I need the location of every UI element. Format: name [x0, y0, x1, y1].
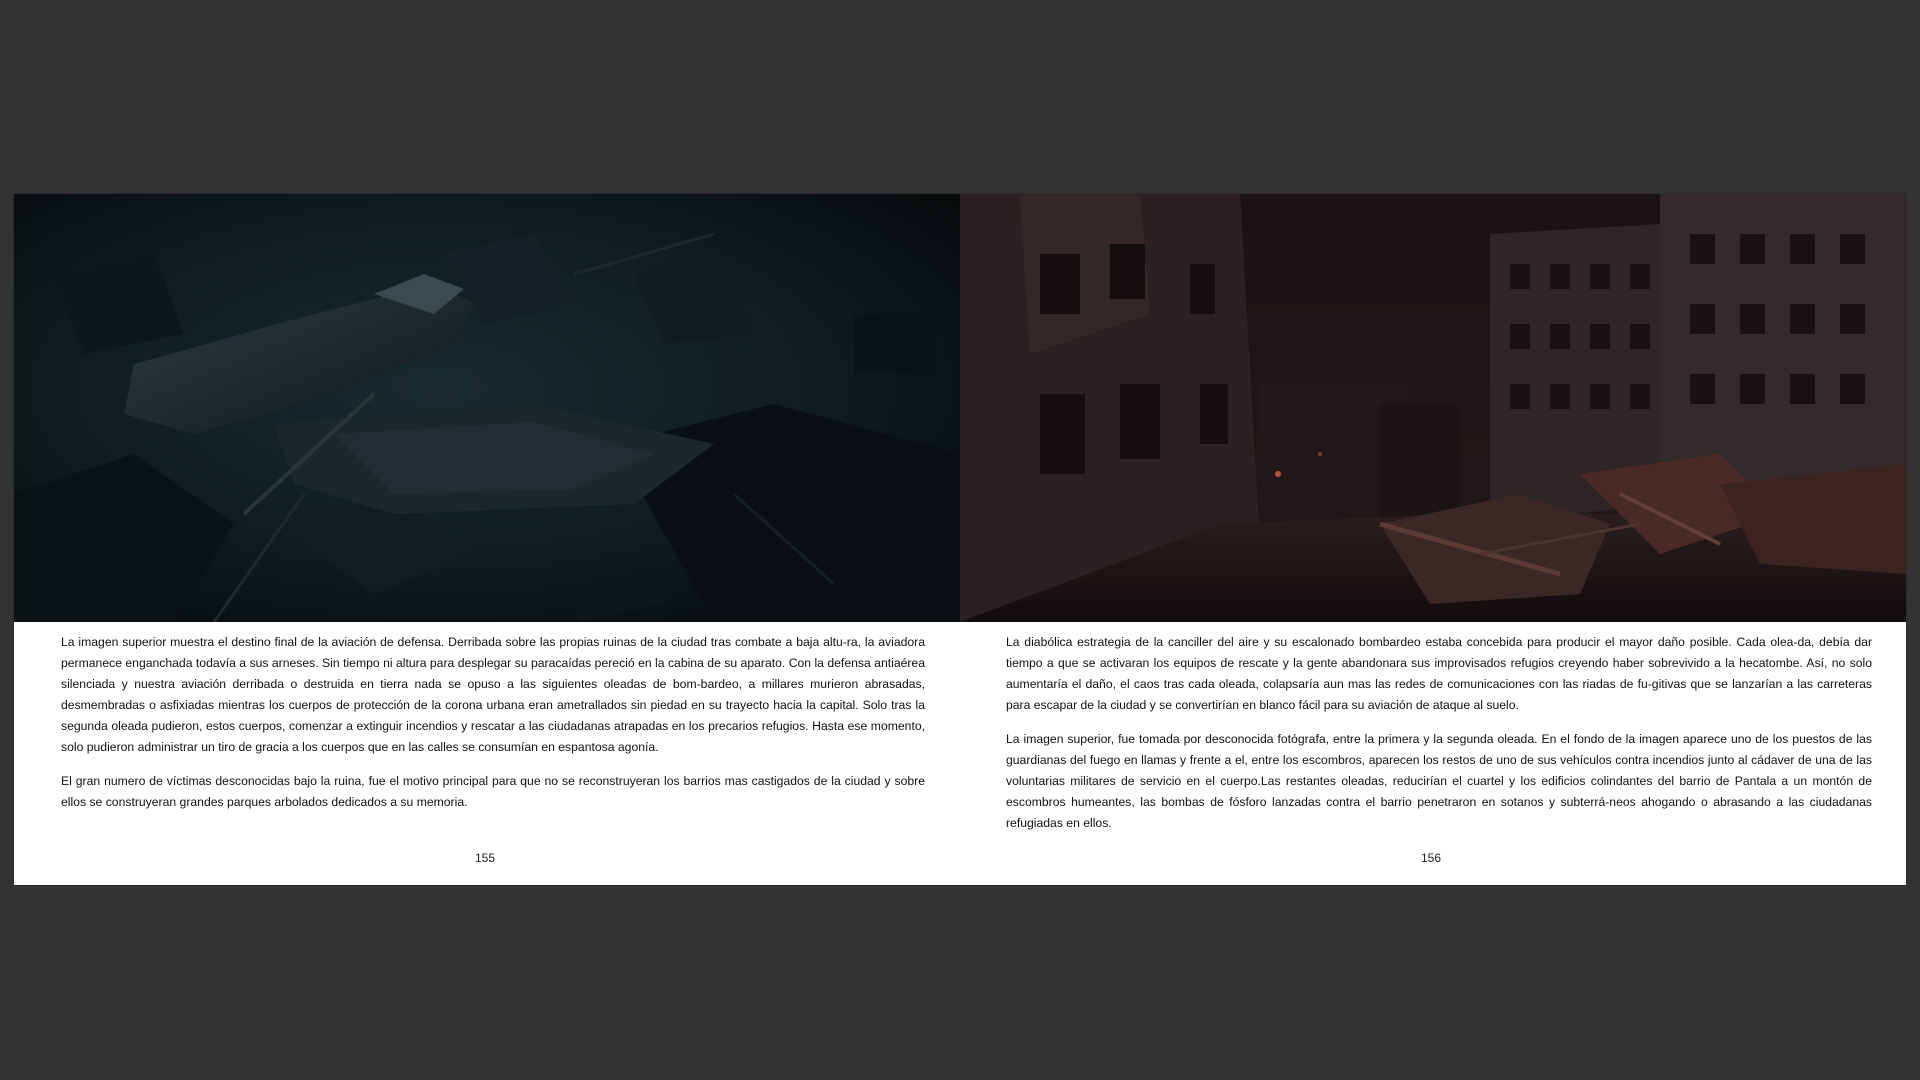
- crashed-aircraft-photo: [14, 194, 960, 622]
- page-text: [1006, 632, 1872, 847]
- crashed-aircraft-image: [14, 194, 960, 622]
- ruined-street-image: [960, 194, 1906, 622]
- page-right: [960, 194, 1906, 885]
- paragraph: La diabólica estrategia de la canciller del aire y su escalonado bombardeo estaba concebida para producir el mayor daño posible. Cada olea-da, debía dar tiempo a que se activaran los equipos de rescate y la gente abandonara sus improvisados refugios creyendo haber sobrevivido a la hecatombe. Así, no solo aumentaría el daño, el caos tras cada oleada, colapsaría aun mas las redes de comunicaciones con las riadas de fu-gitivas que se lanzarían a las carreteras para escapar de la ciudad y se convertirían en blanco fácil para su aviación de ataque al suelo.: [1006, 635, 1872, 712]
- page-number: 155: [474, 851, 496, 865]
- page-number: 156: [1420, 851, 1442, 865]
- paragraph: La imagen superior muestra el destino final de la aviación de defensa. Derribada sobre las propias ruinas de la ciudad tras combate a baja altu-ra, la aviadora permanece enganchada todavía a sus arneses. Sin tiempo ni altura para desplegar su paracaídas pereció en la cabina de su aparato. Con la defensa antiaérea silenciada y nuestra aviación derribada o destruida en tierra nada se opuso a las siguientes oleadas de bom-bardeo, a millares murieron abrasadas, desmembradas o asfixiadas mientras los cuerpos de protección de la corona urbana eran ametrallados sin piedad en su trayecto hacia la capital. Solo tras la segunda oleada pudieron, estos cuerpos, comenzar a extinguir incendios y rescatar a las ciudadanas atrapadas en los precarios refugios. Hasta ese momento, solo pudieron administrar un tiro de gracia a los cuerpos que en las calles se consumían en espantosa agonía.: [61, 635, 925, 754]
- ruined-street-photo: [960, 194, 1906, 622]
- paragraph: La imagen superior, fue tomada por desconocida fotógrafa, entre la primera y la segunda oleada. En el fondo de la imagen aparece uno de los puestos de las guardianas del fuego en llamas y frente a el, entre los escombros, aparecen los restos de uno de sus vehículos contra incendios junto al cádaver de una de las voluntarias militares de servicio en el cuerpo.Las restantes oleadas, reducirían el cuartel y los edificios colindantes del barrio de Pantala a un montón de escombros humeantes, las bombas de fósforo lanzadas contra el barrio penetraron en sotanos y subterrá-neos ahogando o abrasando a las ciudadanas refugiadas en ellos.: [1006, 732, 1872, 830]
- page-left: [14, 194, 960, 885]
- page-text: [61, 632, 925, 826]
- book-spread: [14, 194, 1906, 885]
- paragraph: El gran numero de víctimas desconocidas bajo la ruina, fue el motivo principal para que no se reconstruyeran los barrios mas castigados de la ciudad y sobre ellos se construyeran grandes parques arbolados dedicados a su memoria.: [61, 774, 925, 809]
